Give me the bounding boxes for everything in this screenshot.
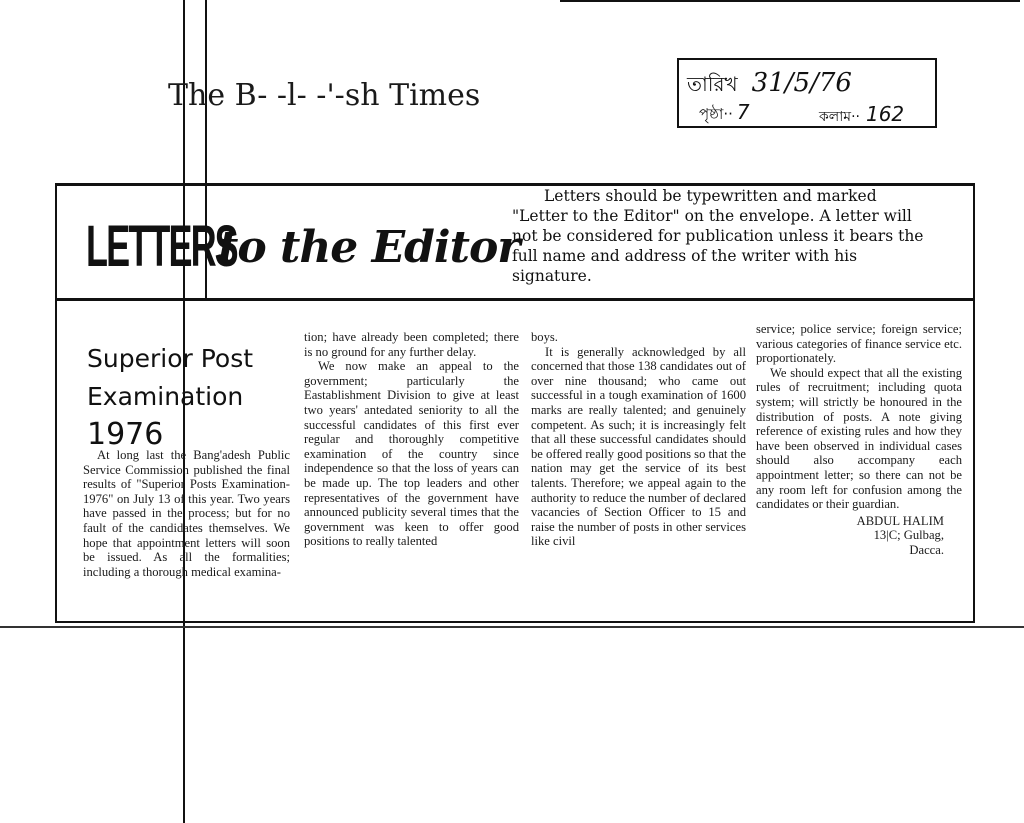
article-paragraph: We should expect that all the existing rules of recruitment; including quota system; will strictly be honoured in the distribution of posts. A note giving reference of existing rules and how they have been observed in individual cases should also accompany each appointment letter; so there can not be any room left for confusion among the candidates or their guardian.: [756, 365, 962, 512]
stamp-column-row: কলাম·· 162: [819, 102, 905, 126]
signature-name: ABDUL HALIM: [856, 513, 944, 528]
letter-headline: [87, 340, 253, 454]
newspaper-masthead: The B- -l- -'-sh Times: [168, 78, 481, 113]
submission-notice: Letters should be typewritten and marked "Letter to the Editor" on the envelope. A letter will not be considered for publication unless it bears the full name and address of the writer with his signature.: [512, 187, 924, 285]
article-paragraph: It is generally acknowledged by all concerned that those 138 candidates out of over nine thousand; who came out successful in a tough examination of 1600 marks are really talented; and genuinely competent. As such; it is increasingly felt that all these successful candidates should be offered really good positions so that the nation may get the service of its best talents. Therefore; we appeal again to the authority to reduce the number of declared vacancies of Section Officer to 15 and raise the number of posts in other services like civil: [531, 344, 746, 549]
headline-line-3: 1976: [87, 417, 164, 452]
article-paragraph: At long last the Bang'adesh Public Service Commission published the final results of "Superior Posts Examination-1976" on July 13 of this year. Two years have passed in the process; but for no fault of the candidates themselves. We hope that appointment letters will soon be issued. As all the formalities; including a thorough medical examina-: [83, 448, 290, 579]
article-paragraph: service; police service; foreign service; various categories of finance service etc. proportionately.: [756, 322, 962, 366]
article-paragraph: We now make an appeal to the government; particularly the Eastablishment Division to give at least two years' antedated seniority to all the successful candidates of this first ever regular and thoroughly competitive examination of the country since independence so that the loss of years can be made up. The top leaders and other representatives of the government have announced publicity several times that the government was keen to offer good positions to really talented: [304, 359, 519, 549]
section-title-editor: to the Editor: [218, 222, 520, 273]
header-divider: [55, 298, 975, 301]
article-paragraph: tion; have already been completed; there is no ground for any further delay.: [304, 330, 519, 359]
section-title-letters: LETTERS: [86, 214, 237, 279]
article-column-2: [304, 330, 519, 549]
stamp-page-value: 7: [736, 100, 750, 124]
archive-stamp: [677, 58, 937, 128]
article-column-3: [531, 330, 746, 549]
scan-edge-bottom: [0, 626, 1024, 628]
article-column-4: [756, 322, 962, 558]
stamp-date-value: 31/5/76: [751, 68, 852, 98]
stamp-column-label: কলাম: [819, 109, 852, 125]
stamp-page-label: পৃষ্ঠা: [699, 105, 724, 123]
stamp-date-label: তারিখ: [687, 72, 738, 96]
headline-line-2: Examination: [87, 382, 244, 411]
article-paragraph: boys.: [531, 330, 558, 344]
stamp-column-value: 162: [865, 102, 905, 126]
headline-line-1: Superior Post: [87, 344, 254, 373]
signature-address-2: Dacca.: [909, 542, 944, 557]
stamp-page-row: পৃষ্ঠা·· 7: [699, 100, 750, 124]
stamp-date-row: [687, 68, 852, 103]
scan-edge-top: [560, 0, 1020, 2]
article-column-1: [83, 448, 290, 579]
letter-signature: [756, 514, 962, 558]
signature-address-1: 13|C; Gulbag,: [873, 528, 944, 543]
